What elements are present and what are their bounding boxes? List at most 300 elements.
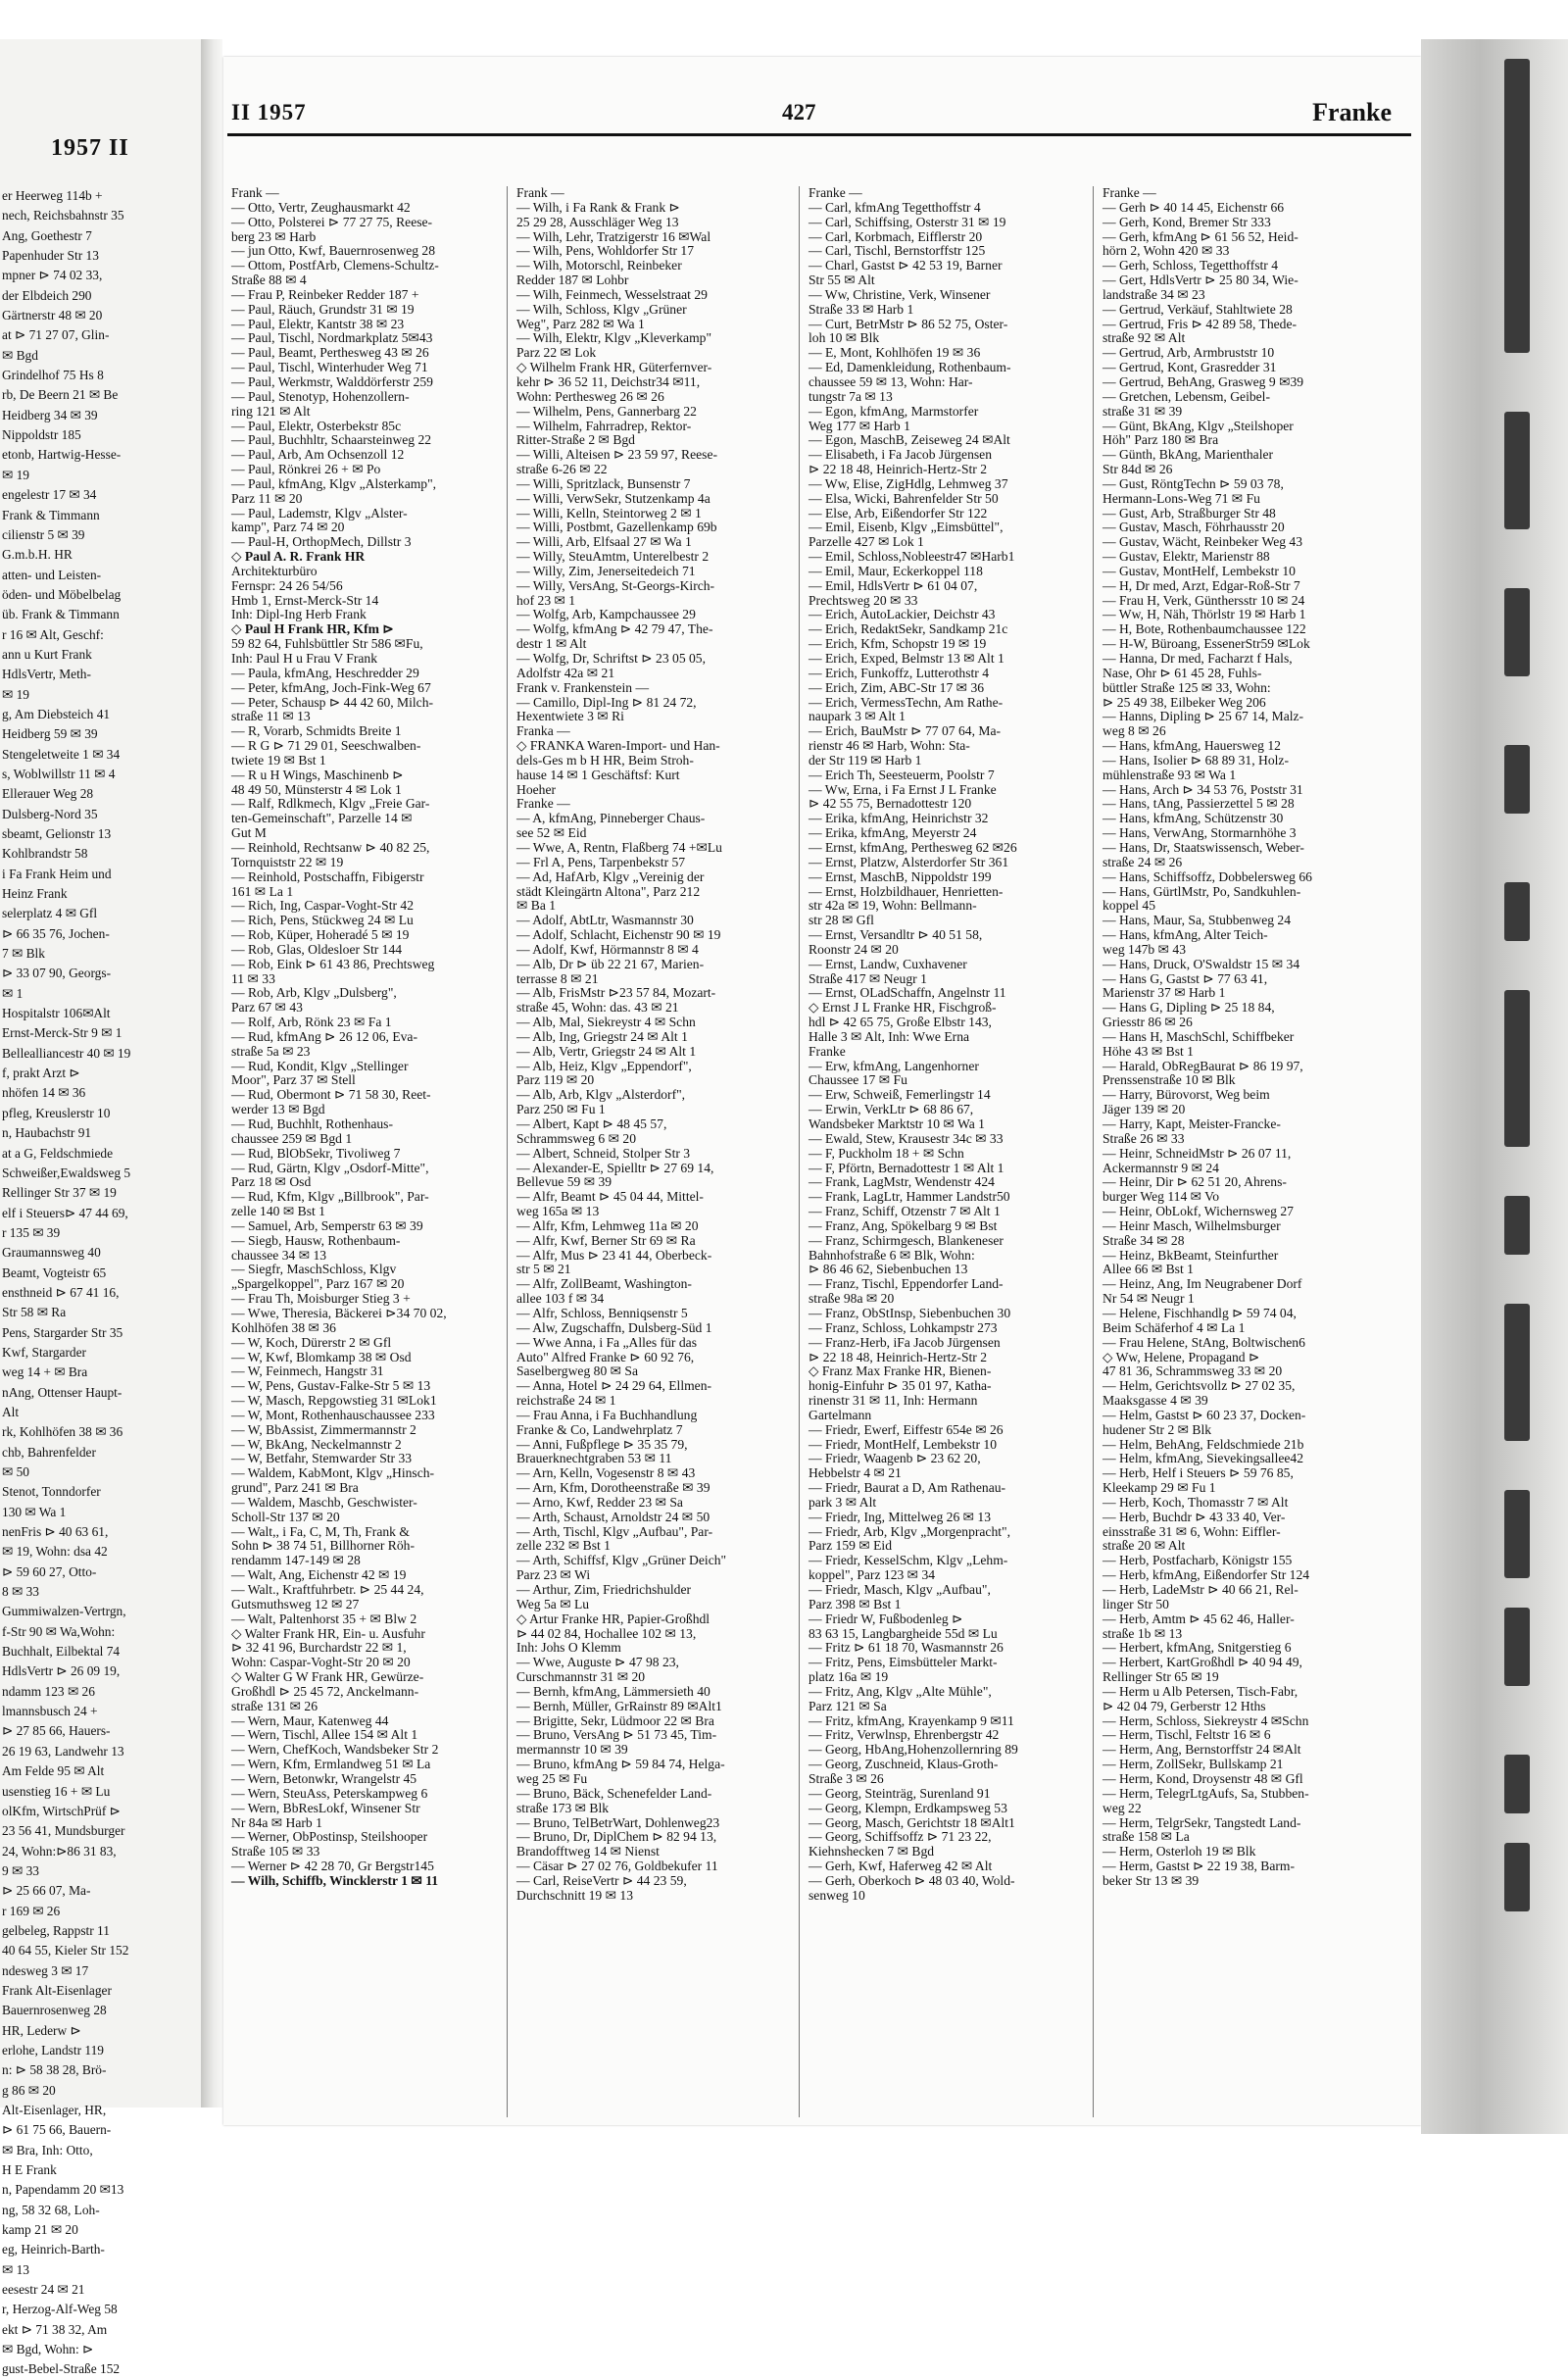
directory-entry-line: — Gert, HdlsVertr ⊳ 25 80 34, Wie- xyxy=(1102,273,1298,288)
left-page-line: ⊳ 33 07 90, Georgs- xyxy=(2,966,112,981)
directory-entry-line: mühlenstraße 93 ✉ Wa 1 xyxy=(1102,767,1237,782)
directory-entry-line: platz 16a ✉ 19 xyxy=(808,1669,889,1685)
directory-entry-line: — Wern, Maur, Katenweg 44 xyxy=(231,1712,389,1728)
directory-entry-line: — Alfr, ZollBeamt, Washington- xyxy=(516,1276,692,1292)
directory-entry-line: — Willi, Kelln, Steintorweg 2 ✉ 1 xyxy=(516,505,702,521)
directory-entry-line: Marienstr 37 ✉ Harb 1 xyxy=(1102,985,1226,1001)
directory-entry-line: — Willi, VerwSekr, Stutzenkamp 4a xyxy=(516,490,710,506)
left-page-line: ndamm 123 ✉ 26 xyxy=(2,1683,95,1699)
directory-entry-line: — Paul, Arb, Am Ochsenzoll 12 xyxy=(231,447,405,463)
left-page-line: r 16 ✉ Alt, Geschf: xyxy=(2,626,104,642)
directory-entry-line: — Wolfg, Dr, Schriftst ⊳ 23 05 05, xyxy=(516,651,707,666)
directory-entry-line: Hoeher xyxy=(516,781,557,797)
directory-entry-line: Allee 66 ✉ Bst 1 xyxy=(1102,1262,1194,1277)
directory-entry-line: Parz 11 ✉ 20 xyxy=(231,490,303,506)
left-page-line: Heinz Frank xyxy=(2,886,68,902)
directory-entry-line: — Harry, Kapt, Meister-Francke- xyxy=(1102,1116,1281,1131)
directory-entry-line: Großhdl ⊳ 25 45 72, Anckelmann- xyxy=(231,1683,419,1699)
directory-entry-line: Bellevue 59 ✉ 39 xyxy=(516,1174,612,1190)
directory-entry-line: — Paul, Rönkrei 26 + ✉ Po xyxy=(231,462,381,477)
directory-entry-line: — Hans, Isolier ⊳ 68 89 31, Holz- xyxy=(1102,752,1289,768)
left-page-line: r, Herzog-Alf-Weg 58 xyxy=(2,2302,118,2317)
directory-entry-line: Hebbelstr 4 ✉ 21 xyxy=(808,1465,902,1481)
column-4 xyxy=(1102,186,1370,1889)
directory-entry-line: Brauerknechtgraben 53 ✉ 11 xyxy=(516,1451,672,1466)
directory-entry-line: — Rud, Gärtn, Klgv „Osdorf-Mitte", xyxy=(231,1160,429,1175)
directory-entry-line: — Fritz, kfmAng, Krayenkamp 9 ✉11 xyxy=(808,1712,1014,1728)
directory-entry-line: — Camillo, Dipl-Ing ⊳ 81 24 72, xyxy=(516,694,697,710)
edge-ink-mark xyxy=(1504,1304,1530,1441)
directory-entry-line: 59 82 64, Fuhlsbüttler Str 586 ✉Fu, xyxy=(231,636,423,652)
directory-entry-line: koppel 45 xyxy=(1102,898,1155,914)
directory-entry-line: ◇ FRANKA Waren-Import- und Han- xyxy=(516,738,720,754)
directory-entry-line: ◇ Artur Franke HR, Papier-Großhdl xyxy=(516,1611,710,1626)
directory-entry-line: berg 23 ✉ Harb xyxy=(231,228,317,244)
directory-entry-line: — Paul, Räuch, Grundstr 31 ✉ 19 xyxy=(231,301,415,317)
left-page-line: lmannsbusch 24 + xyxy=(2,1704,98,1719)
directory-entry-line: — Frau Helene, StAng, Boltwischen6 xyxy=(1102,1334,1305,1350)
directory-entry-line: ⊳ 22 18 48, Heinrich-Hertz-Str 2 xyxy=(808,1349,988,1364)
directory-entry-line: — Willy, VersAng, St-Georgs-Kirch- xyxy=(516,577,715,593)
left-page-line: Stenot, Tonndorfer xyxy=(2,1484,101,1500)
directory-entry-line: hof 23 ✉ 1 xyxy=(516,592,576,608)
left-page-line: Frank & Timmann xyxy=(2,507,100,522)
directory-entry-line: — Friedr W, Fußbodenleg ⊳ xyxy=(808,1611,963,1626)
directory-entry-line: str 28 ✉ Gfl xyxy=(808,913,874,928)
directory-entry-line: Schrammsweg 6 ✉ 20 xyxy=(516,1130,637,1146)
directory-entry-line: — Ralf, Rdlkmech, Klgv „Freie Gar- xyxy=(231,796,430,812)
directory-entry-line: — Franz, Tischl, Eppendorfer Land- xyxy=(808,1276,1004,1292)
directory-entry-line: park 3 ✉ Alt xyxy=(808,1494,877,1510)
directory-entry-line: — Herbert, KartGroßhdl ⊳ 40 94 49, xyxy=(1102,1655,1302,1670)
left-page-line: Papenhuder Str 13 xyxy=(2,248,99,264)
directory-entry-line: — Alb, Arb, Klgv „Alsterdorf", xyxy=(516,1087,686,1103)
directory-entry-line: — Otto, Polsterei ⊳ 77 27 75, Reese- xyxy=(231,214,433,229)
directory-entry-line: kehr ⊳ 36 52 11, Deichstr34 ✉11, xyxy=(516,373,701,389)
directory-entry-line: see 52 ✉ Eid xyxy=(516,825,587,841)
left-page-line: Schweißer,Ewaldsweg 5 xyxy=(2,1165,131,1180)
directory-entry-line: — Frl A, Pens, Tarpenbekstr 57 xyxy=(516,854,686,869)
directory-entry-line: — Walt,, i Fa, C, M, Th, Frank & xyxy=(231,1523,410,1539)
directory-entry-line: — Erich, VermessTechn, Am Rathe- xyxy=(808,694,1004,710)
left-page-line: at ⊳ 71 27 07, Glin- xyxy=(2,327,110,343)
left-page-line: g 86 ✉ 20 xyxy=(2,2082,56,2098)
directory-entry-line: hudener Str 2 ✉ Blk xyxy=(1102,1421,1212,1437)
directory-entry-line: — Arn, Kelln, Vogesenstr 8 ✉ 43 xyxy=(516,1465,696,1481)
left-page-line: HR, Lederw ⊳ xyxy=(2,2022,81,2038)
directory-entry-line: — Wern, ChefKoch, Wandsbeker Str 2 xyxy=(231,1742,439,1758)
left-page-line: Nippoldstr 185 xyxy=(2,427,81,443)
left-page-line: rb, De Beern 21 ✉ Be xyxy=(2,387,119,403)
directory-entry-line: Rellinger Str 65 ✉ 19 xyxy=(1102,1669,1219,1685)
directory-entry-line: Franke & Co, Landwehrplatz 7 xyxy=(516,1421,683,1437)
directory-entry-line: — Fritz, Pens, Eimsbütteler Markt- xyxy=(808,1655,998,1670)
directory-entry-line: — Wolfg, kfmAng ⊳ 42 79 47, The- xyxy=(516,621,713,637)
directory-entry-line: Prechtsweg 20 ✉ 33 xyxy=(808,592,918,608)
left-page-line: Heidberg 34 ✉ 39 xyxy=(2,407,98,422)
directory-entry-line: — Bernh, kfmAng, Lämmersieth 40 xyxy=(516,1683,710,1699)
directory-entry-line: — Rud, Buchhlt, Rothenhaus- xyxy=(231,1116,394,1131)
directory-entry-line: Parz 398 ✉ Bst 1 xyxy=(808,1596,902,1611)
directory-entry-line: — Helene, Fischhandlg ⊳ 59 74 04, xyxy=(1102,1305,1297,1320)
directory-entry-line: honig-Einfuhr ⊳ 35 01 97, Katha- xyxy=(808,1378,992,1394)
directory-entry-line: — Frau Anna, i Fa Buchhandlung xyxy=(516,1407,698,1422)
directory-entry-line: — Carl, Korbmach, Eifflerstr 20 xyxy=(808,228,983,244)
left-page-line: cilienstr 5 ✉ 39 xyxy=(2,526,85,542)
left-page-line: Ellerauer Weg 28 xyxy=(2,786,94,802)
directory-entry-line: — Hans, Dr, Staatswissensch, Weber- xyxy=(1102,839,1304,855)
left-page-line: Buchhalt, Eilbektal 74 xyxy=(2,1644,121,1660)
directory-entry-line: — Ww, Christine, Verk, Winsener xyxy=(808,286,991,302)
directory-entry-line: — Paul, Tischl, Winterhuder Weg 71 xyxy=(231,360,428,375)
directory-entry-line: — W, Koch, Dürerstr 2 ✉ Gfl xyxy=(231,1334,392,1350)
left-page-line: ensthneid ⊳ 67 41 16, xyxy=(2,1284,120,1300)
directory-entry-line: — W, Mont, Rothenhauschaussee 233 xyxy=(231,1407,435,1422)
directory-entry-line: — Arn, Kfm, Dorotheenstraße ✉ 39 xyxy=(516,1480,710,1496)
directory-entry-line: Roonstr 24 ✉ 20 xyxy=(808,941,899,957)
directory-entry-line: ⊳ 44 02 84, Hochallee 102 ✉ 13, xyxy=(516,1625,697,1641)
directory-entry-line: str 42a ✉ 19, Wohn: Bellmann- xyxy=(808,898,977,914)
directory-entry-line: — Erwin, VerkLtr ⊳ 68 86 67, xyxy=(808,1102,974,1117)
left-page-line: f, prakt Arzt ⊳ xyxy=(2,1066,80,1081)
left-page-line: gelbeleg, Rappstr 11 xyxy=(2,1922,110,1938)
directory-entry-line: — W, Betfahr, Stemwarder Str 33 xyxy=(231,1451,413,1466)
directory-entry-line: straße 45, Wohn: das. 43 ✉ 21 xyxy=(516,1000,679,1016)
directory-entry-line: Straße 105 ✉ 33 xyxy=(231,1844,320,1859)
left-page-line: ✉ Bra, Inh: Otto, xyxy=(2,2142,93,2157)
directory-entry-line: — Bruno, Bäck, Schenefelder Land- xyxy=(516,1785,712,1801)
directory-entry-line: — Günth, BkAng, Marienthaler xyxy=(1102,447,1274,463)
directory-entry-line: weg 165a ✉ 13 xyxy=(516,1204,600,1219)
directory-entry-line: — Wern, Tischl, Allee 154 ✉ Alt 1 xyxy=(231,1727,418,1743)
left-page-line: n: ⊳ 58 38 28, Brö- xyxy=(2,2062,107,2078)
directory-entry-line: — Herm, TelegrLtgAufs, Sa, Stubben- xyxy=(1102,1785,1309,1801)
directory-entry-line: — Gertrud, Kont, Grasredder 31 xyxy=(1102,360,1277,375)
directory-entry-line: terrasse 8 ✉ 21 xyxy=(516,970,599,986)
directory-entry-line: ten-Gemeinschaft", Parzelle 14 ✉ xyxy=(231,811,413,826)
directory-entry-line: ◇ Wilhelm Frank HR, Güterfernver- xyxy=(516,360,712,375)
directory-entry-line: Chaussee 17 ✉ Fu xyxy=(808,1072,907,1088)
left-page-line: i Fa Frank Heim und xyxy=(2,866,112,881)
directory-entry-line: — Paul-H, OrthopMech, Dillstr 3 xyxy=(231,534,412,550)
directory-entry-line: Frank — xyxy=(516,185,564,200)
directory-entry-line: — W, BbAssist, Zimmermannstr 2 xyxy=(231,1421,416,1437)
directory-entry-line: straße 173 ✉ Blk xyxy=(516,1800,610,1815)
left-page-line: mpner ⊳ 74 02 33, xyxy=(2,268,103,283)
directory-entry-line: — Wwe, Auguste ⊳ 47 98 23, xyxy=(516,1655,679,1670)
directory-entry-line: — Willi, Postbmt, Gazellenkamp 69b xyxy=(516,520,717,535)
directory-entry-line: — Carl, Tischl, Bernstorffstr 125 xyxy=(808,243,986,259)
left-page-line: ⊳ 66 35 76, Jochen- xyxy=(2,925,110,941)
directory-entry-line: — Elsa, Wicki, Bahrenfelder Str 50 xyxy=(808,490,999,506)
directory-entry-line: — Walt, Ang, Eichenstr 42 ✉ 19 xyxy=(231,1567,407,1583)
directory-entry-line: — Hans, Arch ⊳ 34 53 76, Poststr 31 xyxy=(1102,781,1303,797)
directory-entry-line: — Arth, Schiffsf, Klgv „Grüner Deich" xyxy=(516,1553,727,1568)
directory-entry-line: — Ed, Damenkleidung, Rothenbaum- xyxy=(808,360,1011,375)
directory-entry-line: beker Str 13 ✉ 39 xyxy=(1102,1872,1200,1888)
directory-entry-line: zelle 232 ✉ Bst 1 xyxy=(516,1538,611,1554)
directory-entry-line: — Fritz ⊳ 61 18 70, Wasmannstr 26 xyxy=(808,1640,1004,1656)
directory-entry-line: — Waldem, KabMont, Klgv „Hinsch- xyxy=(231,1465,435,1481)
directory-entry-line: — F, Pförtn, Bernadottestr 1 ✉ Alt 1 xyxy=(808,1160,1004,1175)
directory-entry-line: — Erika, kfmAng, Heinrichstr 32 xyxy=(808,811,989,826)
left-page-line: ✉ 1 xyxy=(2,985,24,1001)
directory-entry-line: — A, kfmAng, Pinneberger Chaus- xyxy=(516,811,706,826)
left-page-line: ✉ 13 xyxy=(2,2261,29,2277)
directory-entry-line: — Rob, Glas, Oldesloer Str 144 xyxy=(231,941,403,957)
directory-entry-line: — Alfr, Schloss, Benniqsenstr 5 xyxy=(516,1305,688,1320)
directory-entry-line: — Hans, Schiffsoffz, Dobbelersweg 66 xyxy=(1102,868,1312,884)
directory-entry-line: Adolfstr 42a ✉ 21 xyxy=(516,665,615,680)
directory-entry-line: — Erw, kfmAng, Langenhorner xyxy=(808,1058,979,1073)
edge-ink-mark xyxy=(1504,1608,1530,1686)
left-facing-page xyxy=(0,39,203,2377)
directory-entry-line: zelle 140 ✉ Bst 1 xyxy=(231,1204,325,1219)
directory-entry-line: Frank — xyxy=(231,185,279,200)
directory-entry-line: — Erich, AutoLackier, Deichstr 43 xyxy=(808,607,996,622)
directory-entry-line: — Erw, Schweiß, Femerlingstr 14 xyxy=(808,1087,991,1103)
left-page-line: r 135 ✉ 39 xyxy=(2,1224,61,1240)
directory-entry-line: — Ww, Erna, i Fa Ernst J L Franke xyxy=(808,781,997,797)
directory-entry-line: — Friedr, Baurat a D, Am Rathenau- xyxy=(808,1480,1006,1496)
directory-entry-line: Frank v. Frankenstein — xyxy=(516,679,650,695)
left-page-header: 1957 II xyxy=(51,135,129,161)
directory-entry-line: — Frau P, Reinbeker Redder 187 + xyxy=(231,286,419,302)
directory-entry-line: — Rich, Pens, Stückweg 24 ✉ Lu xyxy=(231,913,414,928)
directory-entry-line: — Wilh, Schiffb, Wincklerstr 1 ✉ 11 xyxy=(231,1872,439,1888)
directory-entry-line: — Gertrud, Arb, Armbruststr 10 xyxy=(1102,345,1275,361)
directory-entry-line: — Helm, Gerichtsvollz ⊳ 27 02 35, xyxy=(1102,1378,1296,1394)
left-page-line: erlohe, Landstr 119 xyxy=(2,2042,104,2058)
directory-entry-line: — Franz, Schiff, Otzenstr 7 ✉ Alt 1 xyxy=(808,1204,1001,1219)
directory-entry-line: ⊳ 42 04 79, Gerberstr 12 Hths xyxy=(1102,1698,1266,1713)
directory-entry-line: — Adolf, AbtLtr, Wasmannstr 30 xyxy=(516,913,694,928)
directory-entry-line: — Charl, Gastst ⊳ 42 53 19, Barner xyxy=(808,258,1003,273)
directory-entry-line: landstraße 34 ✉ 23 xyxy=(1102,286,1205,302)
directory-entry-line: — Alw, Zugschaffn, Dulsberg-Süd 1 xyxy=(516,1319,712,1335)
edge-ink-mark xyxy=(1504,412,1530,529)
left-page-line: olKfm, WirtschPrüf ⊳ xyxy=(2,1803,121,1818)
directory-entry-line: Moor", Parz 37 ✉ Stell xyxy=(231,1072,356,1088)
directory-entry-line: Wohn: Caspar-Voght-Str 20 ✉ 20 xyxy=(231,1655,411,1670)
left-page-line: ⊳ 61 75 66, Bauern- xyxy=(2,2122,112,2138)
directory-entry-line: — Rob, Eink ⊳ 61 43 86, Prechtsweg xyxy=(231,956,435,971)
directory-entry-line: — Herb, Helf i Steuers ⊳ 59 76 85, xyxy=(1102,1465,1294,1481)
directory-entry-line: — Herm, TelgrSekr, Tangstedt Land- xyxy=(1102,1814,1301,1830)
directory-entry-line: — Wilh, Pens, Wohldorfer Str 17 xyxy=(516,243,694,259)
directory-entry-line: ⊳ 32 41 96, Burchardstr 22 ✉ 1, xyxy=(231,1640,407,1656)
directory-entry-line: — Heinr, SchneidMstr ⊳ 26 07 11, xyxy=(1102,1145,1292,1161)
directory-entry-line: Redder 187 ✉ Lohbr xyxy=(516,273,629,288)
left-page-line: Rellinger Str 37 ✉ 19 xyxy=(2,1185,117,1201)
directory-entry-line: — Arthur, Zim, Friedrichshulder xyxy=(516,1582,692,1597)
directory-entry-line: — Herbert, kfmAng, Snitgerstieg 6 xyxy=(1102,1640,1292,1656)
left-page-line: ✉ 50 xyxy=(2,1464,29,1479)
directory-entry-line: Maaksgasse 4 ✉ 39 xyxy=(1102,1393,1208,1409)
directory-entry-line: — Hanns, Dipling ⊳ 25 67 14, Malz- xyxy=(1102,709,1304,724)
directory-entry-line: Architekturbüro xyxy=(231,563,318,578)
directory-entry-line: — Paula, kfmAng, Heschredder 29 xyxy=(231,665,419,680)
left-page-line: Bellealliancestr 40 ✉ 19 xyxy=(2,1045,131,1061)
directory-entry-line: Gartelmann xyxy=(808,1407,872,1422)
directory-entry-line: weg 8 ✉ 26 xyxy=(1102,723,1166,739)
directory-entry-line: — Rich, Ing, Caspar-Voght-Str 42 xyxy=(231,898,414,914)
left-page-line: 24, Wohn:⊳86 31 83, xyxy=(2,1843,117,1859)
left-page-line: Kohlbrandstr 58 xyxy=(2,846,88,862)
left-page-line: 7 ✉ Blk xyxy=(2,946,45,962)
directory-entry-line: — Paul, Beamt, Perthesweg 43 ✉ 26 xyxy=(231,345,429,361)
directory-entry-line: — Heinz, BkBeamt, Steinfurther xyxy=(1102,1247,1279,1263)
directory-entry-line: — Friedr, Masch, Klgv „Aufbau", xyxy=(808,1582,991,1597)
directory-entry-line: ◇ Walter Frank HR, Ein- u. Ausfuhr xyxy=(231,1625,425,1641)
directory-entry-line: — Bruno, kfmAng ⊳ 59 84 74, Helga- xyxy=(516,1757,725,1772)
directory-entry-line: 25 29 28, Ausschläger Weg 13 xyxy=(516,214,679,229)
directory-entry-line: — Rob, Arb, Klgv „Dulsberg", xyxy=(231,985,397,1001)
directory-entry-line: — Wilhelm, Pens, Gannerbarg 22 xyxy=(516,403,697,419)
left-page-line: pfleg, Kreuslerstr 10 xyxy=(2,1105,111,1120)
directory-entry-line: Nase, Ohr ⊳ 61 45 28, Fuhls- xyxy=(1102,665,1262,680)
directory-entry-line: — Paul, Lademstr, Klgv „Alster- xyxy=(231,505,408,521)
directory-entry-line: loh 10 ✉ Blk xyxy=(808,330,880,346)
directory-entry-line: 11 ✉ 33 xyxy=(231,970,275,986)
directory-entry-line: — Wilh, Motorschl, Reinbeker xyxy=(516,258,682,273)
directory-entry-line: — Bruno, Dr, DiplChem ⊳ 82 94 13, xyxy=(516,1829,717,1845)
directory-entry-line: — Fritz, Verwlnsp, Ehrenbergstr 42 xyxy=(808,1727,1000,1743)
directory-entry-line: — Emil, Eisenb, Klgv „Eimsbüttel", xyxy=(808,520,1004,535)
directory-entry-line: — Herb, Buchdr ⊳ 43 33 40, Ver- xyxy=(1102,1509,1286,1524)
directory-entry-line: ⊳ 86 46 62, Siebenbuchen 13 xyxy=(808,1262,968,1277)
left-page-line: elf i Steuers⊳ 47 44 69, xyxy=(2,1205,128,1220)
directory-entry-line: — W, Kwf, Blomkamp 38 ✉ Osd xyxy=(231,1349,412,1364)
left-page-line: n, Papendamm 20 ✉13 xyxy=(2,2182,124,2198)
directory-entry-line: — Herm u Alb Petersen, Tisch-Fabr, xyxy=(1102,1683,1298,1699)
directory-entry-line: Halle 3 ✉ Alt, Inh: Wwe Erna xyxy=(808,1028,970,1044)
left-page-line: üb. Frank & Timmann xyxy=(2,607,120,622)
directory-entry-line: einsstraße 31 ✉ 6, Wohn: Eiffler- xyxy=(1102,1523,1281,1539)
directory-entry-line: — Wern, BbResLokf, Winsener Str xyxy=(231,1800,420,1815)
directory-entry-line: Nr 84a ✉ Harb 1 xyxy=(231,1814,322,1830)
directory-entry-line: — Anni, Fußpflege ⊳ 35 35 79, xyxy=(516,1436,688,1452)
directory-entry-line: ◇ Ernst J L Franke HR, Fischgroß- xyxy=(808,1000,997,1016)
directory-entry-line: — Herm, Kond, Droysenstr 48 ✉ Gfl xyxy=(1102,1770,1303,1786)
directory-entry-line: — Herm, ZollSekr, Bullskamp 21 xyxy=(1102,1757,1284,1772)
edge-ink-mark xyxy=(1504,745,1530,814)
directory-entry-line: — Hanna, Dr med, Facharzt f Hals, xyxy=(1102,651,1293,666)
directory-entry-line: — Bruno, VersAng ⊳ 51 73 45, Tim- xyxy=(516,1727,717,1743)
directory-entry-line: Griesstr 86 ✉ 26 xyxy=(1102,1015,1193,1030)
directory-entry-line: — Gertrud, BehAng, Grasweg 9 ✉39 xyxy=(1102,373,1304,389)
directory-entry-line: — Paul, Elektr, Osterbekstr 85c xyxy=(231,418,402,433)
directory-entry-line: weg 147b ✉ 43 xyxy=(1102,941,1187,957)
left-page-line: 8 ✉ 33 xyxy=(2,1584,40,1600)
directory-entry-line: 161 ✉ La 1 xyxy=(231,883,294,899)
directory-entry-line: — Gust, Arb, Straßburger Str 48 xyxy=(1102,505,1276,521)
directory-entry-line: Inh: Johs O Klemm xyxy=(516,1640,621,1656)
directory-entry-line: — Helm, BehAng, Feldschmiede 21b xyxy=(1102,1436,1304,1452)
directory-entry-line: Parz 67 ✉ 43 xyxy=(231,1000,303,1016)
directory-entry-line: — Paul, Elektr, Kantstr 38 ✉ 23 xyxy=(231,316,405,331)
directory-entry-line: destr 1 ✉ Alt xyxy=(516,636,587,652)
directory-entry-line: — Harry, Bürovorst, Weg beim xyxy=(1102,1087,1270,1103)
left-page-line: at a G, Feldschmiede xyxy=(2,1145,114,1161)
left-page-line: ⊳ 27 85 66, Hauers- xyxy=(2,1723,111,1739)
directory-entry-line: Weg", Parz 282 ✉ Wa 1 xyxy=(516,316,645,331)
directory-entry-line: allee 103 f ✉ 34 xyxy=(516,1291,605,1307)
left-page-line: s, Woblwillstr 11 ✉ 4 xyxy=(2,766,116,781)
directory-entry-line: Curschmannstr 31 ✉ 20 xyxy=(516,1669,646,1685)
left-page-line: Gummiwalzen-Vertrgn, xyxy=(2,1604,126,1619)
directory-entry-line: — Samuel, Arb, Semperstr 63 ✉ 39 xyxy=(231,1217,423,1233)
directory-entry-line: — W, Masch, Repgowstieg 31 ✉Lok1 xyxy=(231,1393,437,1409)
left-page-line: atten- und Leisten- xyxy=(2,567,102,582)
directory-entry-line: — R G ⊳ 71 29 01, Seeschwalben- xyxy=(231,738,421,754)
directory-entry-line: — Egon, MaschB, Zeiseweg 24 ✉Alt xyxy=(808,432,1010,448)
left-page-line: eg, Heinrich-Barth- xyxy=(2,2242,105,2257)
directory-entry-line: — Otto, Vertr, Zeughausmarkt 42 xyxy=(231,199,411,215)
directory-entry-line: — R, Vorarb, Schmidts Breite 1 xyxy=(231,723,402,739)
left-page-line: eesestr 24 ✉ 21 xyxy=(2,2282,85,2298)
directory-entry-line: — Arth, Tischl, Klgv „Aufbau", Par- xyxy=(516,1523,713,1539)
directory-entry-line: Weg 5a ✉ Lu xyxy=(516,1596,590,1611)
directory-entry-line: — Willy, SteuAmtm, Unterelbestr 2 xyxy=(516,549,710,565)
directory-entry-line: tungstr 7a ✉ 13 xyxy=(808,388,893,404)
directory-entry-line: Straße 33 ✉ Harb 1 xyxy=(808,301,914,317)
directory-entry-line: — Friedr, KesselSchm, Klgv „Lehm- xyxy=(808,1553,1008,1568)
directory-entry-line: Franke — xyxy=(516,796,570,812)
directory-entry-line: ⊳ 22 18 48, Heinrich-Hertz-Str 2 xyxy=(808,462,988,477)
left-page-line: gust-Bebel-Straße 152 xyxy=(2,2361,121,2377)
directory-entry-line: — Herm, Tischl, Feltstr 16 ✉ 6 xyxy=(1102,1727,1271,1743)
left-page-line: ✉ 19 xyxy=(2,467,29,482)
left-page-line: Pens, Stargarder Str 35 xyxy=(2,1324,123,1340)
directory-entry-line: Parz 159 ✉ Eid xyxy=(808,1538,893,1554)
directory-entry-line: — Curt, BetrMstr ⊳ 86 52 75, Oster- xyxy=(808,316,1008,331)
directory-entry-line: — Gertrud, Fris ⊳ 42 89 58, Thede- xyxy=(1102,316,1298,331)
directory-entry-line: — Carl, ReiseVertr ⊳ 44 23 59, xyxy=(516,1872,687,1888)
directory-entry-line: Auto" Alfred Franke ⊳ 60 92 76, xyxy=(516,1349,695,1364)
directory-entry-line: — Alexander-E, Spielltr ⊳ 27 69 14, xyxy=(516,1160,714,1175)
directory-entry-line: städt Kleingärtn Altona", Parz 212 xyxy=(516,883,701,899)
directory-entry-line: Gut M xyxy=(231,825,267,841)
directory-entry-line: ring 121 ✉ Alt xyxy=(231,403,311,419)
directory-entry-line: — Willi, Spritzlack, Bunsenstr 7 xyxy=(516,475,691,491)
left-page-line: Stengeletweite 1 ✉ 34 xyxy=(2,746,121,762)
directory-entry-line: straße 20 ✉ Alt xyxy=(1102,1538,1186,1554)
directory-entry-line: — Ww, H, Näh, Thörlstr 19 ✉ Harb 1 xyxy=(1102,607,1306,622)
directory-entry-line: — Georg, Schiffsoffz ⊳ 71 23 22, xyxy=(808,1829,992,1845)
directory-entry-line: Beim Schäferhof 4 ✉ La 1 xyxy=(1102,1319,1246,1335)
directory-entry-line: Jäger 139 ✉ 20 xyxy=(1102,1102,1186,1117)
directory-entry-line: — Reinhold, Postschaffn, Fibigerstr xyxy=(231,868,424,884)
directory-entry-line: Inh: Paul H u Frau V Frank xyxy=(231,651,378,666)
directory-entry-line: werder 13 ✉ Bgd xyxy=(231,1102,325,1117)
directory-entry-line: büttler Straße 125 ✉ 33, Wohn: xyxy=(1102,679,1271,695)
directory-entry-line: — Elisabeth, i Fa Jacob Jürgensen xyxy=(808,447,993,463)
directory-entry-line: — Reinhold, Rechtsanw ⊳ 40 82 25, xyxy=(231,839,430,855)
directory-entry-line: — Georg, Steinträg, Surenland 91 xyxy=(808,1785,991,1801)
left-page-line: ✉ 19 xyxy=(2,686,29,702)
directory-entry-line: — Erich Th, Seesteuerm, Poolstr 7 xyxy=(808,767,995,782)
directory-entry-line: Tornquiststr 22 ✉ 19 xyxy=(231,854,344,869)
left-page-line: ✉ Bgd xyxy=(2,347,38,363)
directory-page xyxy=(223,57,1421,2125)
directory-entry-line: Franke — xyxy=(1102,185,1156,200)
directory-entry-line: hdl ⊳ 42 65 75, Große Elbstr 143, xyxy=(808,1015,992,1030)
directory-entry-line: — Gertrud, Verkäuf, Stahltwiete 28 xyxy=(1102,301,1293,317)
column-3 xyxy=(808,186,1076,1904)
directory-entry-line: ⊳ 25 49 38, Eilbeker Weg 206 xyxy=(1102,694,1266,710)
directory-entry-line: — Alb, Mal, Siekreystr 4 ✉ Schn xyxy=(516,1015,696,1030)
